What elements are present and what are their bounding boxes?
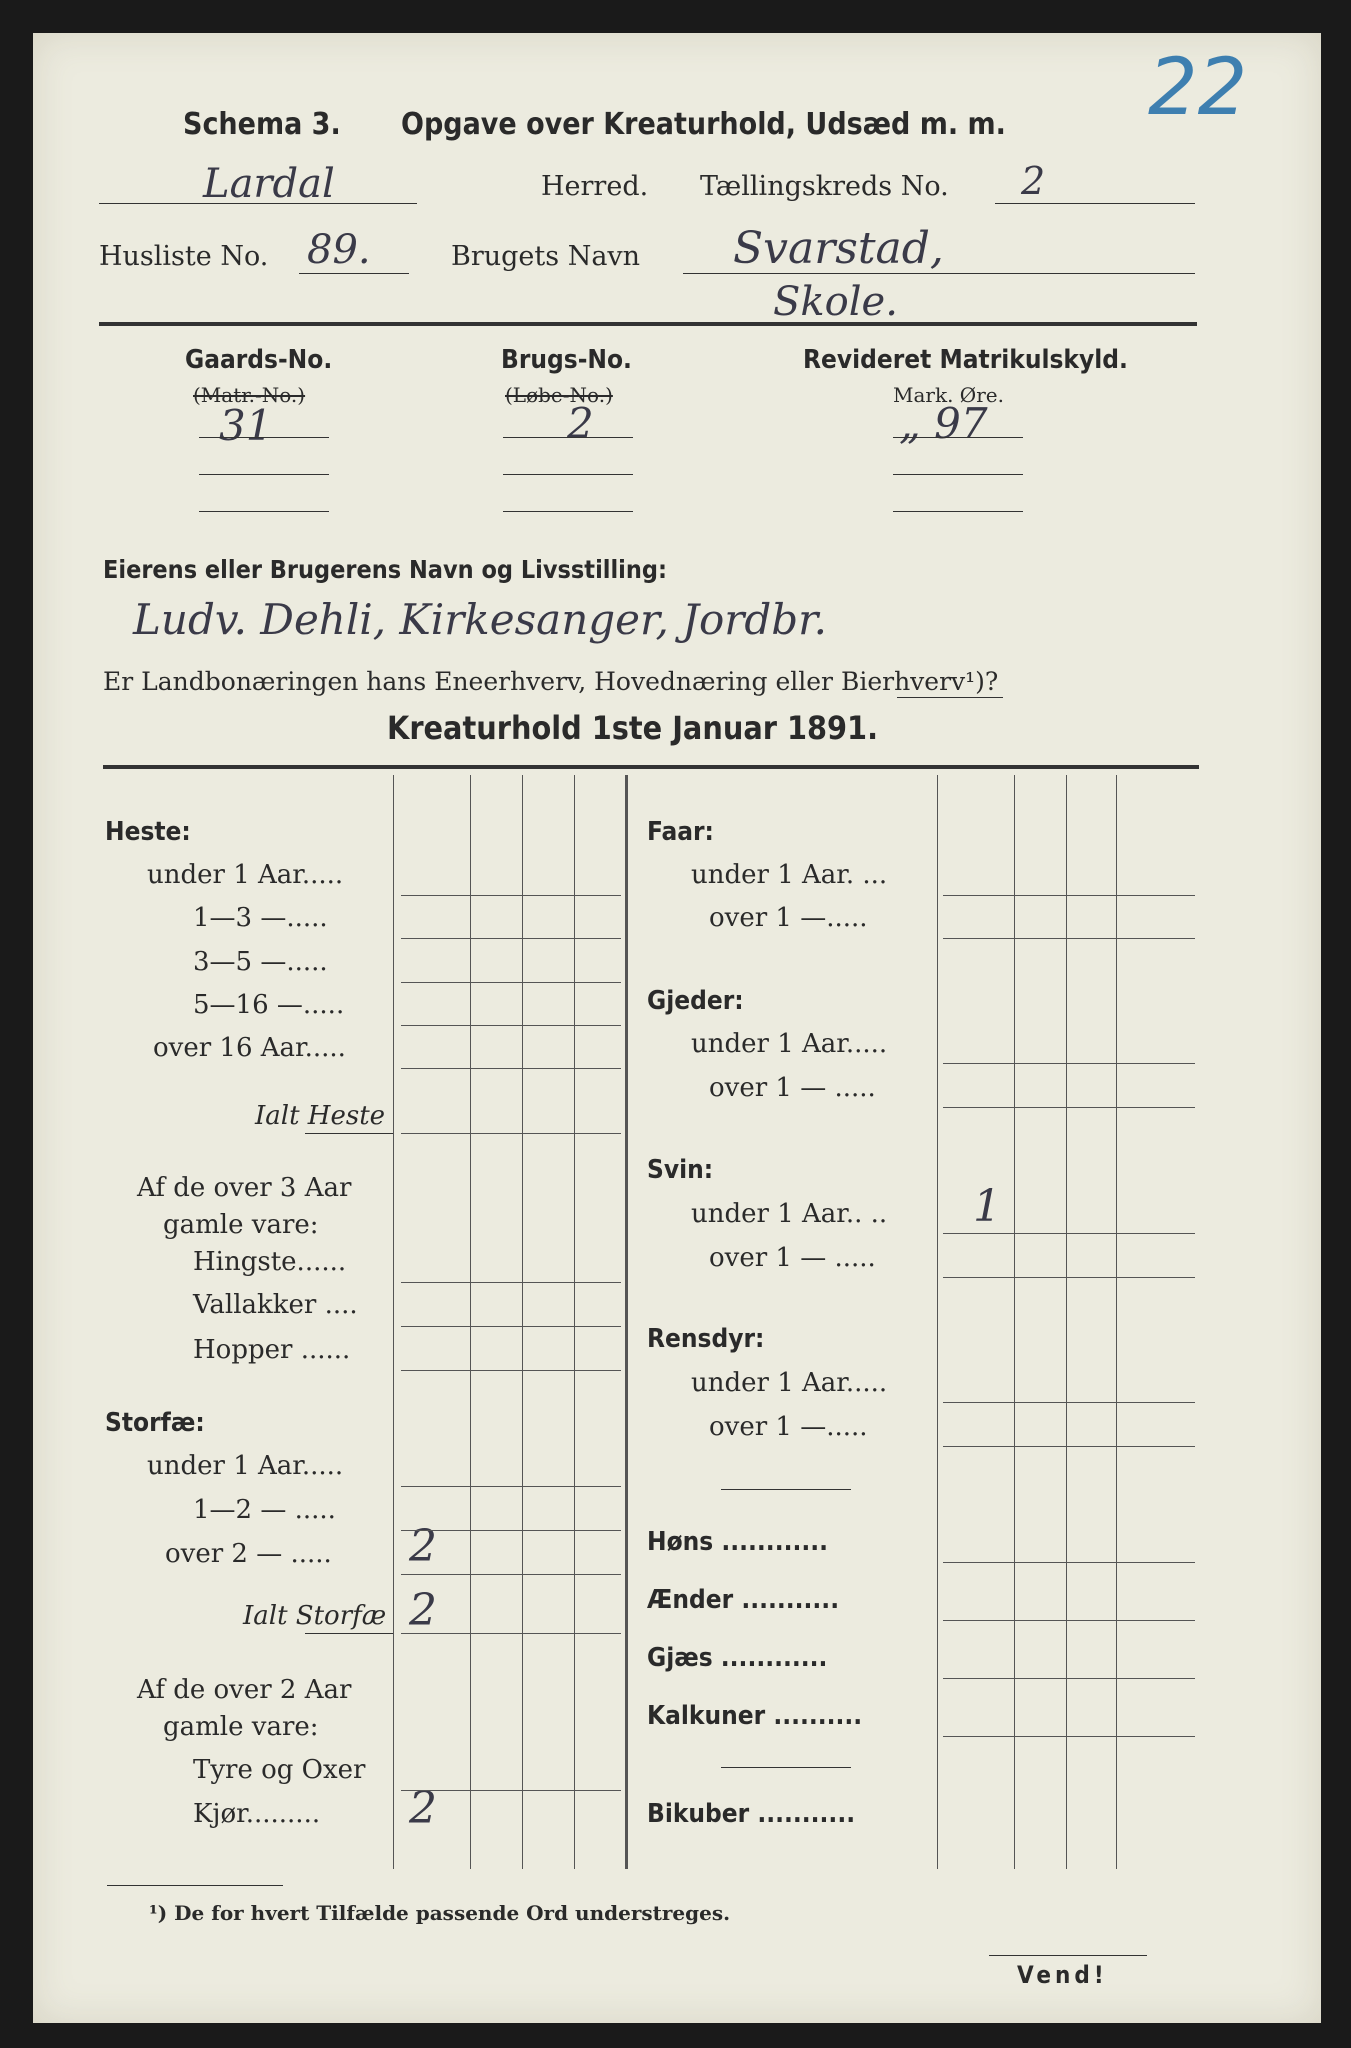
storfae-over2-value: 2 — [409, 1521, 437, 1572]
storfae-heading: Storfæ: — [105, 1408, 205, 1438]
gjeder-row-2: over 1 — ..... — [709, 1073, 876, 1103]
rensdyr-row-2: over 1 —..... — [709, 1412, 868, 1442]
gjaes-label: Gjæs ............ — [647, 1643, 828, 1673]
gaards-line-2 — [199, 474, 329, 475]
herred-label: Herred. — [541, 171, 649, 202]
svin-row-2: over 1 — ..... — [709, 1243, 876, 1273]
footnote: ¹) De for hvert Tilfælde passende Ord understreges. — [149, 1901, 731, 1925]
kjor-value: 2 — [409, 1783, 437, 1834]
right-col-line-2 — [1014, 775, 1015, 1869]
owner-value: Ludv. Dehli, Kirkesanger, Jordbr. — [133, 595, 827, 644]
right-row-line — [943, 895, 1195, 896]
af-2-aar-line-2: gamle vare: — [163, 1712, 319, 1742]
table-center-line — [625, 775, 628, 1869]
schema-label: Schema 3. — [183, 107, 341, 142]
brugs-no-label: Brugs-No. — [501, 345, 632, 375]
left-row-line — [401, 1370, 621, 1371]
tellingskreds-label: Tællingskreds No. — [700, 171, 949, 202]
footnote-rule — [107, 1885, 283, 1886]
brugs-line-2 — [503, 474, 633, 475]
bikuber-label: Bikuber ........... — [647, 1799, 856, 1829]
left-row-line — [401, 982, 621, 983]
heste-row-5: over 16 Aar..... — [153, 1033, 346, 1063]
gaards-line-1 — [199, 437, 329, 438]
matrikulskyld-label: Revideret Matrikulskyld. — [803, 345, 1128, 375]
storfae-row-1: under 1 Aar..... — [147, 1451, 344, 1481]
left-col-line-1 — [393, 775, 394, 1869]
right-separator-1 — [721, 1489, 851, 1490]
kalkuner-label: Kalkuner .......... — [647, 1701, 863, 1731]
census-form-page — [33, 33, 1321, 2023]
faar-row-1: under 1 Aar. ... — [691, 860, 888, 890]
brugets-navn-label: Brugets Navn — [451, 241, 641, 272]
right-row-line — [943, 1446, 1195, 1447]
left-row-line — [401, 1790, 621, 1791]
heste-row-2: 1—3 —..... — [193, 903, 328, 933]
right-col-line-1 — [937, 775, 938, 1869]
right-row-line — [943, 1233, 1195, 1234]
right-row-line — [943, 1063, 1195, 1064]
left-row-line — [401, 1574, 621, 1575]
left-col-line-2 — [470, 775, 471, 1869]
gjeder-heading: Gjeder: — [647, 986, 744, 1016]
tellingskreds-value: 2 — [1021, 159, 1046, 203]
herred-value: Lardal — [203, 161, 335, 207]
left-col-line-4 — [574, 775, 575, 1869]
gjeder-row-1: under 1 Aar..... — [691, 1029, 888, 1059]
right-separator-2 — [721, 1767, 851, 1768]
storfae-row-3: over 2 — ..... — [165, 1539, 332, 1569]
right-row-line — [943, 1402, 1195, 1403]
table-top-rule — [103, 765, 1199, 769]
skyld-line-2 — [893, 474, 1023, 475]
gaards-no-label: Gaards-No. — [185, 345, 333, 375]
faar-heading: Faar: — [647, 817, 714, 847]
storfae-row-2: 1—2 — ..... — [193, 1495, 336, 1525]
heste-row-3: 3—5 —..... — [193, 947, 328, 977]
left-row-line — [401, 1486, 621, 1487]
gaards-line-3 — [199, 511, 329, 512]
right-row-line — [943, 1736, 1195, 1737]
tellingskreds-underline — [995, 203, 1195, 204]
gaards-no-sub: (Matr.-No.) — [193, 383, 306, 407]
rensdyr-row-1: under 1 Aar..... — [691, 1368, 888, 1398]
brugs-no-sub: (Løbe-No.) — [505, 383, 613, 407]
occupation-question: Er Landbonæringen hans Eneerhverv, Hovednæring eller Bierhverv¹)? — [103, 667, 999, 696]
vallakker-label: Vallakker .... — [193, 1290, 358, 1320]
matrikulskyld-sub: Mark. Øre. — [893, 383, 1004, 407]
af-3-aar-line-2: gamle vare: — [163, 1210, 319, 1240]
header-rule — [99, 322, 1197, 326]
left-row-line — [401, 938, 621, 939]
left-row-line — [401, 895, 621, 896]
left-row-line — [401, 1025, 621, 1026]
page-number: 22 — [1148, 43, 1248, 133]
left-row-line — [401, 1326, 621, 1327]
brugs-line-1 — [503, 437, 633, 438]
ialt-storfae-value: 2 — [409, 1585, 437, 1636]
vend-label: Vend! — [1017, 1961, 1108, 1989]
right-row-line — [943, 1107, 1195, 1108]
ialt-heste: Ialt Heste — [255, 1101, 386, 1131]
ialt-heste-underline — [305, 1133, 393, 1134]
left-row-line — [401, 1633, 621, 1634]
husliste-underline — [299, 273, 409, 274]
right-row-line — [943, 1277, 1195, 1278]
hingste-label: Hingste...... — [193, 1247, 347, 1277]
left-row-line — [401, 1530, 621, 1531]
kjor-label: Kjør......... — [193, 1799, 321, 1829]
right-col-line-3 — [1066, 775, 1067, 1869]
skyld-line-3 — [893, 511, 1023, 512]
brugets-navn-value-2: Skole. — [773, 279, 898, 325]
husliste-label: Husliste No. — [99, 241, 269, 272]
af-3-aar-line-1: Af de over 3 Aar — [137, 1173, 352, 1203]
gaards-no-value: 31 — [219, 401, 273, 450]
right-row-line — [943, 1678, 1195, 1679]
form-title: Opgave over Kreaturhold, Udsæd m. m. — [401, 107, 1006, 142]
husliste-value: 89. — [307, 227, 371, 273]
heste-row-4: 5—16 —..... — [193, 990, 345, 1020]
af-2-aar-line-1: Af de over 2 Aar — [137, 1675, 352, 1705]
left-row-line — [401, 1133, 621, 1134]
ialt-storfae: Ialt Storfæ — [243, 1601, 387, 1631]
tyre-oxer-label: Tyre og Oxer — [193, 1755, 366, 1785]
right-row-line — [943, 938, 1195, 939]
ialt-storfae-underline — [305, 1633, 393, 1634]
left-row-line — [401, 1068, 621, 1069]
left-col-line-3 — [522, 775, 523, 1869]
right-col-line-4 — [1116, 775, 1117, 1869]
heste-row-1: under 1 Aar..... — [147, 860, 344, 890]
hopper-label: Hopper ...... — [193, 1335, 351, 1365]
right-row-line — [943, 1620, 1195, 1621]
bierhverv-underline — [897, 697, 1003, 698]
svin-row-1: under 1 Aar.. .. — [691, 1199, 888, 1229]
left-row-line — [401, 1282, 621, 1283]
svin-heading: Svin: — [647, 1155, 714, 1185]
hons-label: Høns ............ — [647, 1527, 829, 1557]
vend-rule — [989, 1955, 1147, 1956]
brugs-no-value: 2 — [567, 399, 594, 448]
brugs-line-3 — [503, 511, 633, 512]
svin-under1-value: 1 — [973, 1181, 1001, 1232]
aender-label: Ænder ........... — [647, 1585, 840, 1615]
owner-label: Eierens eller Brugerens Navn og Livsstilling: — [103, 555, 667, 584]
skyld-line-1 — [893, 437, 1023, 438]
right-row-line — [943, 1562, 1195, 1563]
faar-row-2: over 1 —..... — [709, 903, 868, 933]
rensdyr-heading: Rensdyr: — [647, 1324, 765, 1354]
brugets-navn-value: Svarstad, — [733, 223, 944, 274]
section-title: Kreaturhold 1ste Januar 1891. — [387, 709, 879, 747]
heste-heading: Heste: — [105, 817, 191, 847]
matrikulskyld-value: „ 97 — [899, 399, 988, 448]
